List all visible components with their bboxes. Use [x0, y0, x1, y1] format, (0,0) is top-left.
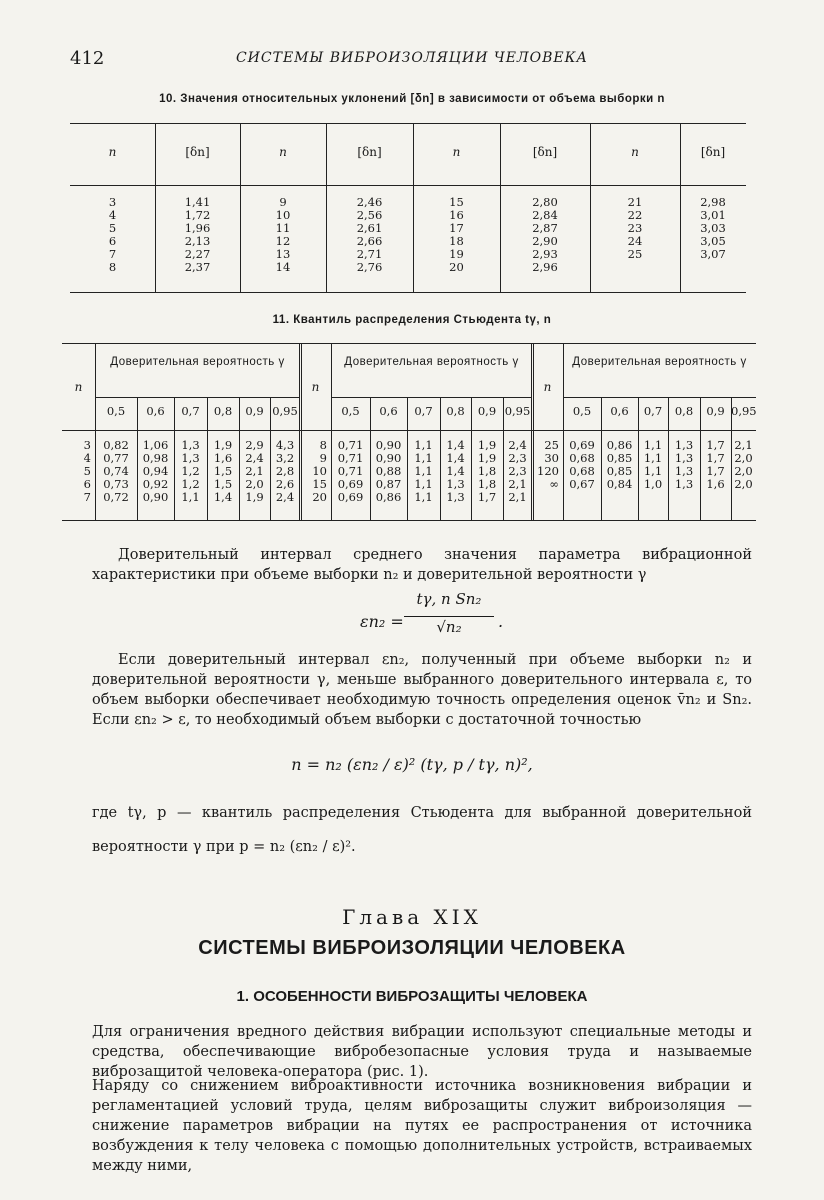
table10-n-values: 15 16 17 18 19 20 [449, 195, 464, 274]
paragraph-limiting: Для ограничения вредного действия вибрации используют специальные методы и средства, обеспечивающие вибробезопасные условия труда и называемые виброзащитой человека-оператора (рис. 1). [92, 1024, 752, 1080]
table11-values: 1,9 1,6 1,5 1,5 1,4 [213, 438, 233, 504]
table10-header-delta: [δn] [357, 145, 382, 159]
table11-values: 1,7 1,7 1,7 1,6 [706, 438, 725, 491]
table11-header-prob-value: 0,6 [146, 404, 165, 418]
table10-delta-values: 2,46 2,56 2,61 2,66 2,71 2,76 [356, 195, 383, 274]
table11-divider [563, 343, 564, 520]
table10-top-rule [70, 123, 746, 124]
formula-epsilon-numerator: tγ, n Sn₂ [416, 590, 482, 608]
paragraph-if-interval: Если доверительный интервал εn₂, полученный при объеме выборки n₂ и доверительной вероятности γ, меньше выбранного доверительного интервала ε, то объем выборки обеспечивает необходимую точность определения оценок v̄n₂ и Sn₂. Если εn₂ > ε, то необходимый объем выборки с достаточной точностью [92, 652, 752, 728]
table10-header-rule [70, 185, 746, 186]
table11-values: 0,71 0,71 0,71 0,69 0,69 [337, 438, 364, 504]
table10-header-n: n [631, 145, 639, 159]
section-title: 1. ОСОБЕННОСТИ ВИБРОЗАЩИТЫ ЧЕЛОВЕКА [236, 988, 588, 1005]
chapter-title: СИСТЕМЫ ВИБРОИЗОЛЯЦИИ ЧЕЛОВЕКА [198, 937, 626, 959]
table10-header-n: n [279, 145, 287, 159]
table10-caption: 10. Значения относительных уклонений [δn] в зависимости от объема выборки n [159, 93, 665, 105]
formula-epsilon-left: εn₂ = [360, 612, 404, 631]
table11-top-rule [62, 343, 756, 344]
table10-header-n: n [108, 145, 117, 159]
formula-epsilon-end: . [498, 612, 504, 631]
table11-header-prob-value: 0,8 [674, 404, 694, 418]
table11-values: 1,3 1,3 1,2 1,2 1,1 [181, 438, 200, 504]
formula-epsilon-denominator: √n₂ [436, 618, 462, 636]
table11-n-values: 3 4 5 6 7 [83, 438, 91, 504]
table10-delta-values: 2,98 3,01 3,03 3,05 3,07 [700, 195, 726, 261]
table11-n-values: 8 9 10 15 20 [312, 438, 327, 504]
table11-values: 2,4 2,3 2,3 2,1 2,1 [508, 438, 527, 504]
table11-header-prob-value: 0,8 [213, 404, 233, 418]
table11-values: 0,86 0,85 0,85 0,84 [606, 438, 633, 491]
table11-caption: 11. Квантиль распределения Стьюдента tγ, n [272, 314, 552, 326]
table10-delta-values: 2,80 2,84 2,87 2,90 2,93 2,96 [532, 195, 558, 274]
chapter-label: Глава XIX [342, 905, 482, 929]
table11-n-values: 25 30 120 ∞ [537, 438, 559, 491]
table11-header-n: n [74, 380, 83, 394]
table11-header-n: n [543, 380, 552, 394]
table11-header-probability: Доверительная вероятность γ [572, 356, 747, 368]
table11-subheader-rule [331, 397, 532, 398]
table11-header-prob-value: 0,6 [610, 404, 629, 418]
table11-values: 2,9 2,4 2,1 2,0 1,9 [245, 438, 264, 504]
table10-n-values: 3 4 5 6 7 8 [108, 195, 117, 274]
table11-header-prob-value: 0,9 [706, 404, 725, 418]
table11-header-prob-value: 0,95 [731, 404, 757, 418]
table11-header-prob-value: 0,7 [414, 404, 433, 418]
table11-values: 2,1 2,0 2,0 2,0 [734, 438, 753, 491]
table11-header-prob-value: 0,7 [643, 404, 663, 418]
table11-values: 0,90 0,90 0,88 0,87 0,86 [375, 438, 402, 504]
table10-header-n: n [452, 145, 461, 159]
table11-header-prob-value: 0,8 [446, 404, 465, 418]
table11-header-probability: Доверительная вероятность γ [344, 356, 519, 368]
table11-header-n: n [311, 380, 320, 394]
table11-header-prob-value: 0,9 [477, 404, 497, 418]
table11-values: 1,1 1,1 1,1 1,0 [643, 438, 663, 491]
table11-header-prob-value: 0,95 [272, 404, 298, 418]
table11-header-prob-value: 0,5 [106, 404, 126, 418]
table11-values: 1,3 1,3 1,3 1,3 [674, 438, 694, 491]
paragraph-confidence-interval: Доверительный интервал среднего значения параметра вибрационной характеристики при объеме выборки n₂ и доверительной вероятности γ [92, 547, 752, 583]
table11-values: 1,9 1,9 1,8 1,8 1,7 [477, 438, 497, 504]
running-title: СИСТЕМЫ ВИБРОИЗОЛЯЦИИ ЧЕЛОВЕКА [235, 50, 589, 66]
table11-subheader-rule [563, 397, 756, 398]
table11-header-prob-value: 0,95 [504, 404, 531, 418]
table10-n-values: 21 22 23 24 25 [627, 195, 643, 261]
table11-header-probability: Доверительная вероятность γ [110, 356, 285, 368]
table11-header-prob-value: 0,9 [245, 404, 264, 418]
table11-header-prob-value: 0,5 [572, 404, 592, 418]
formula-sample-size: n = n₂ (εn₂ / ε)² (tγ, p / tγ, n)², [291, 755, 533, 774]
table11-values: 0,82 0,77 0,74 0,73 0,72 [103, 438, 129, 504]
table11-values: 1,4 1,4 1,4 1,3 1,3 [446, 438, 465, 504]
table11-header-prob-value: 0,7 [181, 404, 200, 418]
table11-header-prob-value: 0,5 [341, 404, 360, 418]
table11-values: 0,69 0,68 0,68 0,67 [569, 438, 595, 491]
table11-values: 4,3 3,2 2,8 2,6 2,4 [275, 438, 295, 504]
table10-header-delta: [δn] [700, 145, 726, 159]
table10-header-delta: [δn] [532, 145, 558, 159]
formula-fraction-bar [404, 616, 494, 617]
table11-header-prob-value: 0,6 [379, 404, 398, 418]
table10-n-values: 9 10 11 12 13 14 [275, 195, 291, 274]
paragraph-where: где tγ, p — квантиль распределения Стьюдента для выбранной доверительной вероятности γ при p = n₂ (εn₂ / ε)². [92, 805, 752, 855]
table11-header-rule [62, 430, 756, 431]
table11-bottom-rule [62, 520, 756, 521]
table10-delta-values: 1,41 1,72 1,96 2,13 2,27 2,37 [184, 195, 211, 274]
table11-values: 1,06 0,98 0,94 0,92 0,90 [142, 438, 169, 504]
table10-bottom-rule [70, 292, 746, 293]
page-number: 412 [70, 48, 105, 69]
table11-values: 1,1 1,1 1,1 1,1 1,1 [414, 438, 433, 504]
table10-header-delta: [δn] [185, 145, 210, 159]
paragraph-vibration-isolation: Наряду со снижением виброактивности источника возникновения вибрации и регламентацией условий труда, целям виброзащиты служит виброизоляция — снижение параметров вибрации на путях ее распространения от источника возбуждения к телу человека с помощью дополнительных устройств, встраиваемых между ними, [92, 1078, 752, 1174]
